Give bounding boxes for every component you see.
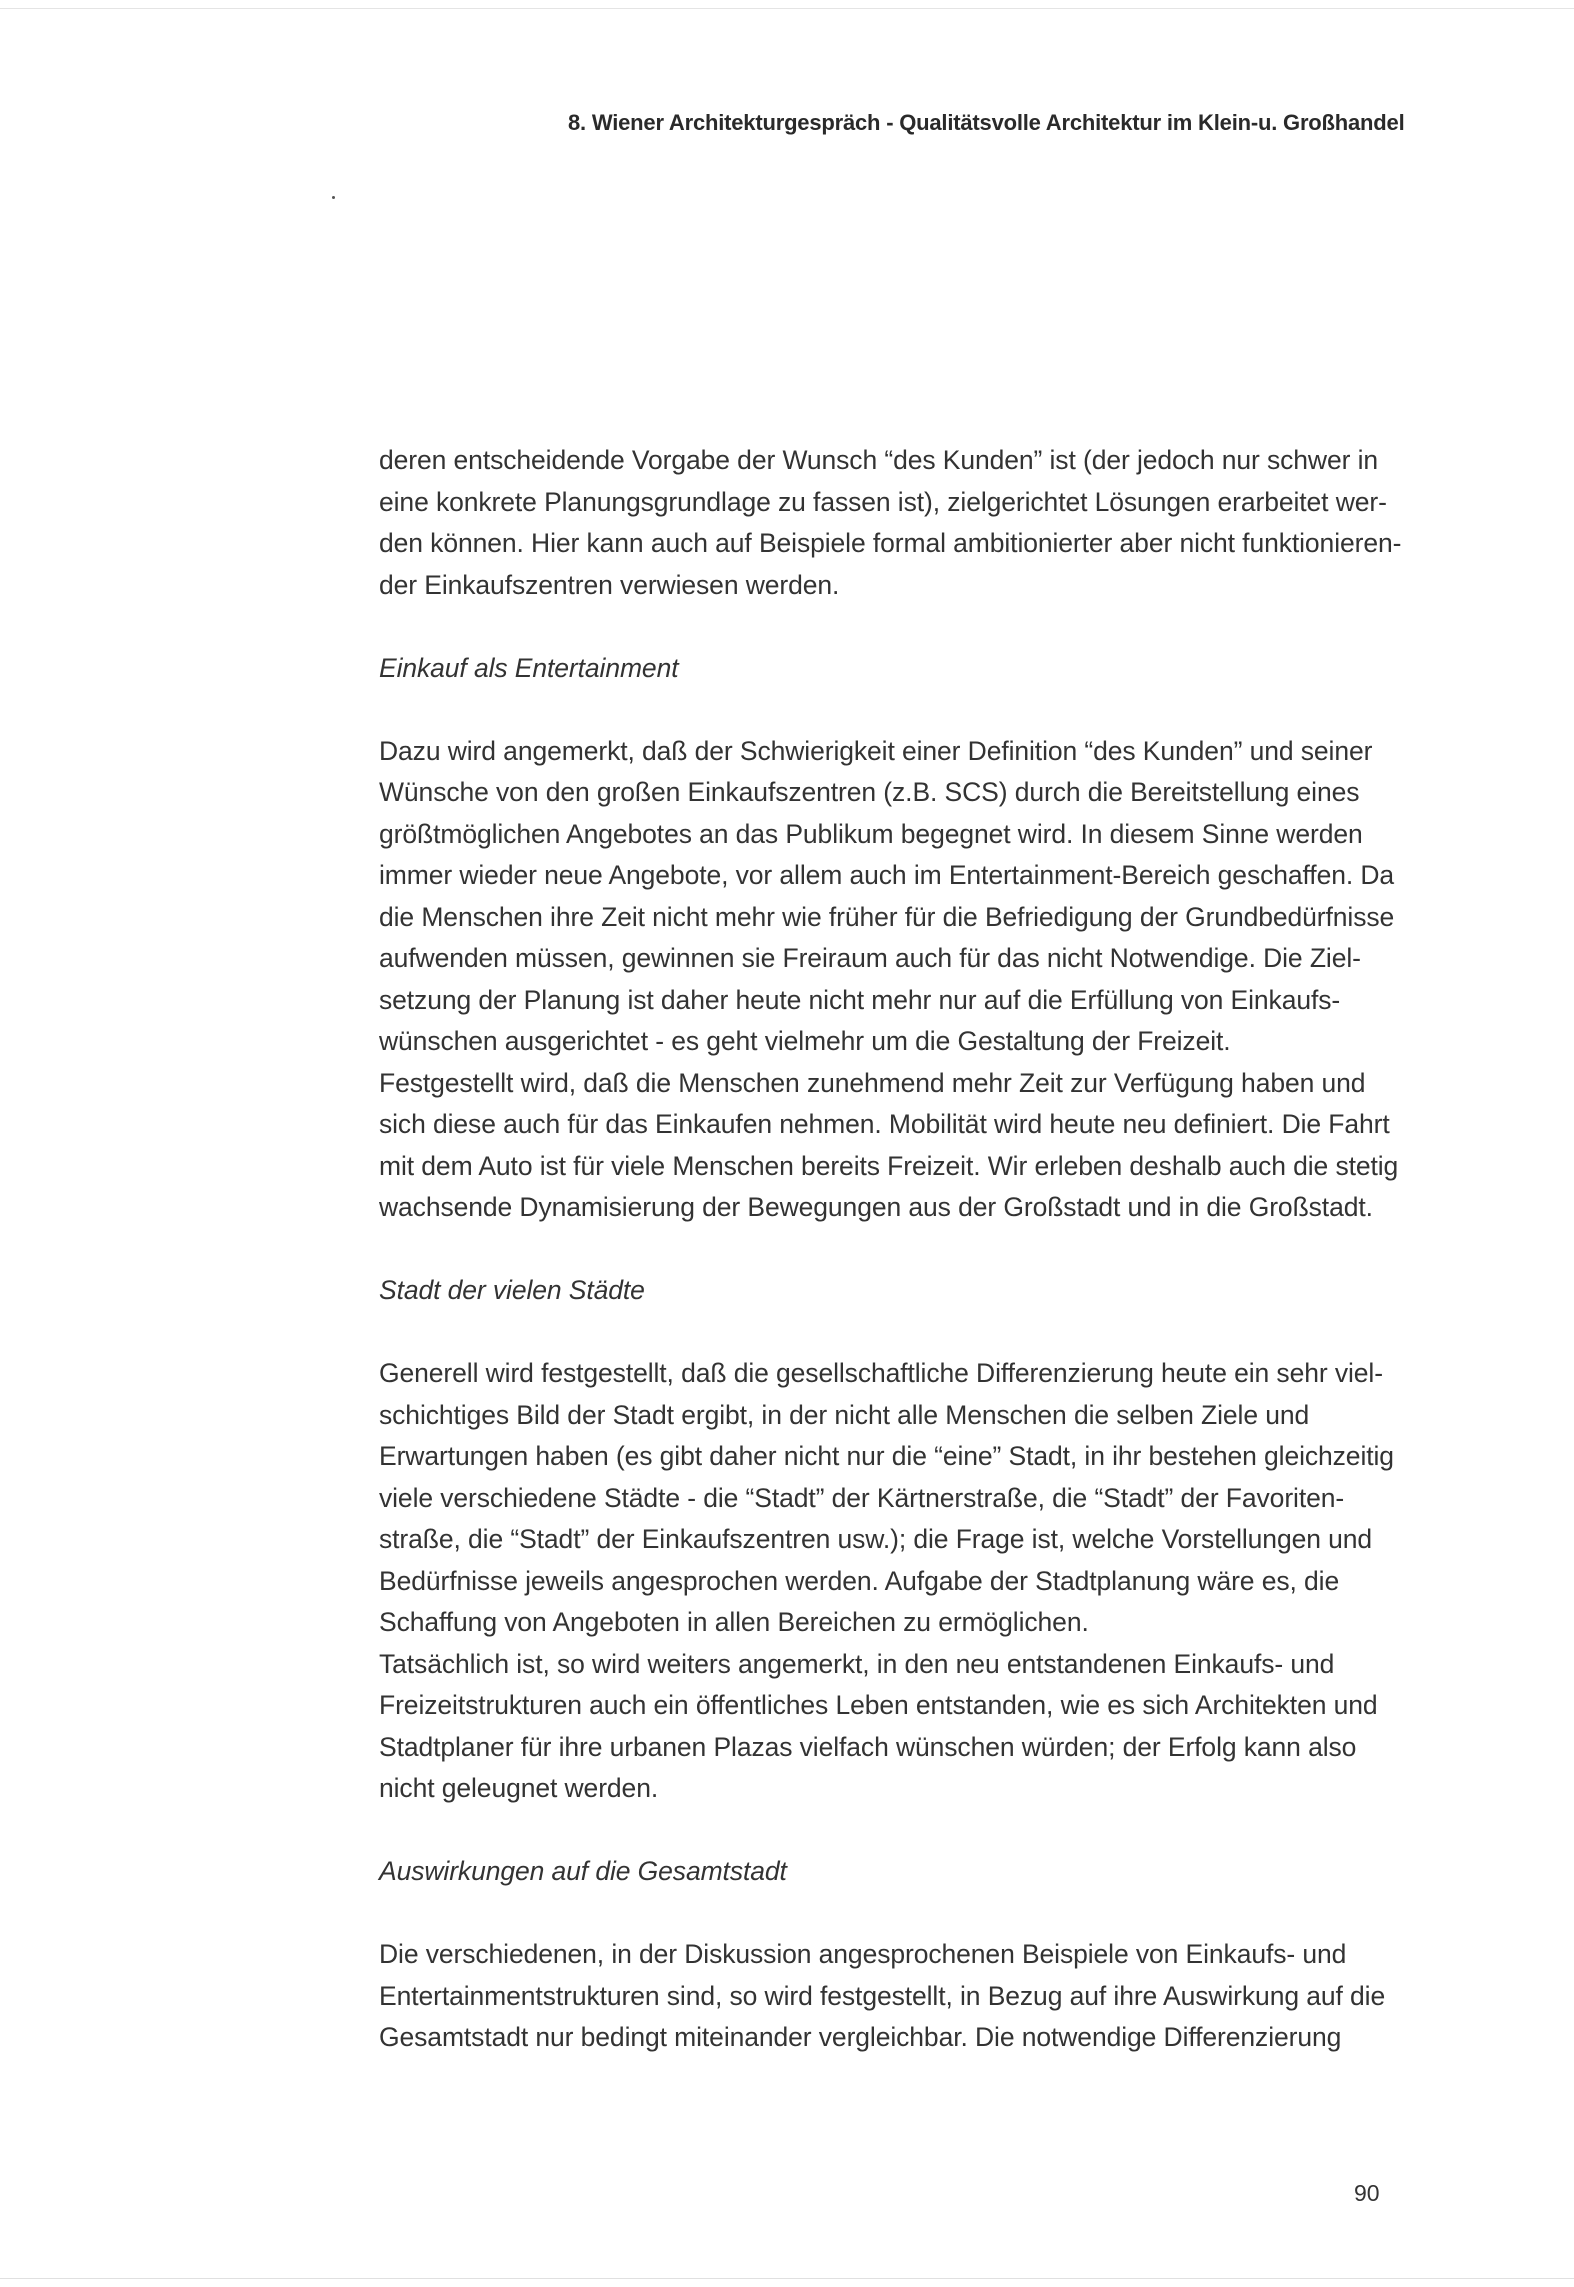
text-line: setzung der Planung ist daher heute nicht mehr nur auf die Erfüllung von Einkaufs- bbox=[379, 984, 1341, 1015]
text-line: nicht geleugnet werden. bbox=[379, 1773, 659, 1803]
document-body bbox=[379, 440, 1402, 2059]
paragraph-einkauf-b bbox=[379, 1063, 1399, 1229]
text-line: Generell wird festgestellt, daß die gesellschaftliche Differenzierung heute ein sehr viel- bbox=[379, 1358, 1383, 1388]
text-line: wünschen ausgerichtet - es geht vielmehr um die Gestaltung der Freizeit. bbox=[379, 1026, 1231, 1056]
text-line: Wünsche von den großen Einkaufszentren (z.B. SCS) durch die Bereitstellung eines bbox=[379, 777, 1360, 807]
text-line: Stadtplaner für ihre urbanen Plazas vielfach wünschen würden; der Erfolg kann also bbox=[379, 1731, 1357, 1762]
text-line: wachsende Dynamisierung der Bewegungen aus der Großstadt und in die Großstadt. bbox=[379, 1192, 1373, 1222]
text-line: sich diese auch für das Einkaufen nehmen. Mobilität wird heute neu definiert. Die Fahrt bbox=[379, 1109, 1390, 1139]
paragraph-einkauf-a bbox=[379, 731, 1395, 1063]
section-heading-einkauf: Einkauf als Entertainment bbox=[379, 652, 679, 683]
text-line: Dazu wird angemerkt, daß der Schwierigkeit einer Definition “des Kunden” und seiner bbox=[379, 735, 1373, 766]
text-line: der Einkaufszentren verwiesen werden. bbox=[379, 569, 840, 600]
text-line: Gesamtstadt nur bedingt miteinander vergleichbar. Die notwendige Differenzierung bbox=[379, 2022, 1342, 2052]
running-header: 8. Wiener Architekturgespräch - Qualitätsvolle Architektur im Klein-u. Großhandel bbox=[568, 110, 1405, 135]
text-line: die Menschen ihre Zeit nicht mehr wie früher für die Befriedigung der Grundbedürfnisse bbox=[379, 901, 1395, 932]
text-line: Bedürfnisse jeweils angesprochen werden. Aufgabe der Stadtplanung wäre es, die bbox=[379, 1565, 1340, 1596]
text-line: Erwartungen haben (es gibt daher nicht nur die “eine” Stadt, in ihr bestehen gleichzeitig bbox=[379, 1441, 1394, 1471]
paragraph-intro bbox=[379, 440, 1402, 606]
section-heading-gesamtstadt: Auswirkungen auf die Gesamtstadt bbox=[379, 1856, 787, 1886]
scan-speck bbox=[332, 196, 335, 199]
text-line: deren entscheidende Vorgabe der Wunsch “des Kunden” ist (der jedoch nur schwer in bbox=[379, 445, 1379, 475]
text-line: Tatsächlich ist, so wird weiters angemerkt, in den neu entstandenen Einkaufs- und bbox=[379, 1648, 1335, 1679]
text-line: Entertainmentstrukturen sind, so wird festgestellt, in Bezug auf ihre Auswirkung auf die bbox=[379, 1980, 1386, 2011]
text-line: den können. Hier kann auch auf Beispiele formal ambitionierter aber nicht funktionieren- bbox=[379, 528, 1402, 558]
text-line: Festgestellt wird, daß die Menschen zunehmend mehr Zeit zur Verfügung haben und bbox=[379, 1067, 1366, 1098]
text-line: straße, die “Stadt” der Einkaufszentren usw.); die Frage ist, welche Vorstellungen und bbox=[379, 1524, 1373, 1554]
text-line: schichtiges Bild der Stadt ergibt, in der nicht alle Menschen die selben Ziele und bbox=[379, 1399, 1310, 1430]
text-line: mit dem Auto ist für viele Menschen bereits Freizeit. Wir erleben deshalb auch die stetig bbox=[379, 1150, 1399, 1181]
page-number: 90 bbox=[1354, 2180, 1380, 2206]
scan-edge-bottom bbox=[0, 2278, 1574, 2279]
paragraph-stadt-a bbox=[379, 1353, 1394, 1644]
section-heading-stadt: Stadt der vielen Städte bbox=[379, 1275, 645, 1305]
paragraph-gesamtstadt-a bbox=[379, 1934, 1386, 2059]
text-line: Schaffung von Angeboten in allen Bereichen zu ermöglichen. bbox=[379, 1607, 1089, 1637]
text-line: Die verschiedenen, in der Diskussion angesprochenen Beispiele von Einkaufs- und bbox=[379, 1939, 1347, 1969]
text-line: viele verschiedene Städte - die “Stadt” der Kärtnerstraße, die “Stadt” der Favoriten- bbox=[379, 1482, 1345, 1513]
paragraph-stadt-b bbox=[379, 1644, 1379, 1810]
text-line: größtmöglichen Angebotes an das Publikum begegnet wird. In diesem Sinne werden bbox=[379, 818, 1363, 849]
text-line: eine konkrete Planungsgrundlage zu fassen ist), zielgerichtet Lösungen erarbeitet wer- bbox=[379, 486, 1387, 517]
text-line: aufwenden müssen, gewinnen sie Freiraum auch für das nicht Notwendige. Die Ziel- bbox=[379, 943, 1361, 973]
scan-edge-top bbox=[0, 8, 1574, 9]
text-line: immer wieder neue Angebote, vor allem auch im Entertainment-Bereich geschaffen. Da bbox=[379, 860, 1395, 890]
text-line: Freizeitstrukturen auch ein öffentliches Leben entstanden, wie es sich Architekten und bbox=[379, 1690, 1378, 1720]
